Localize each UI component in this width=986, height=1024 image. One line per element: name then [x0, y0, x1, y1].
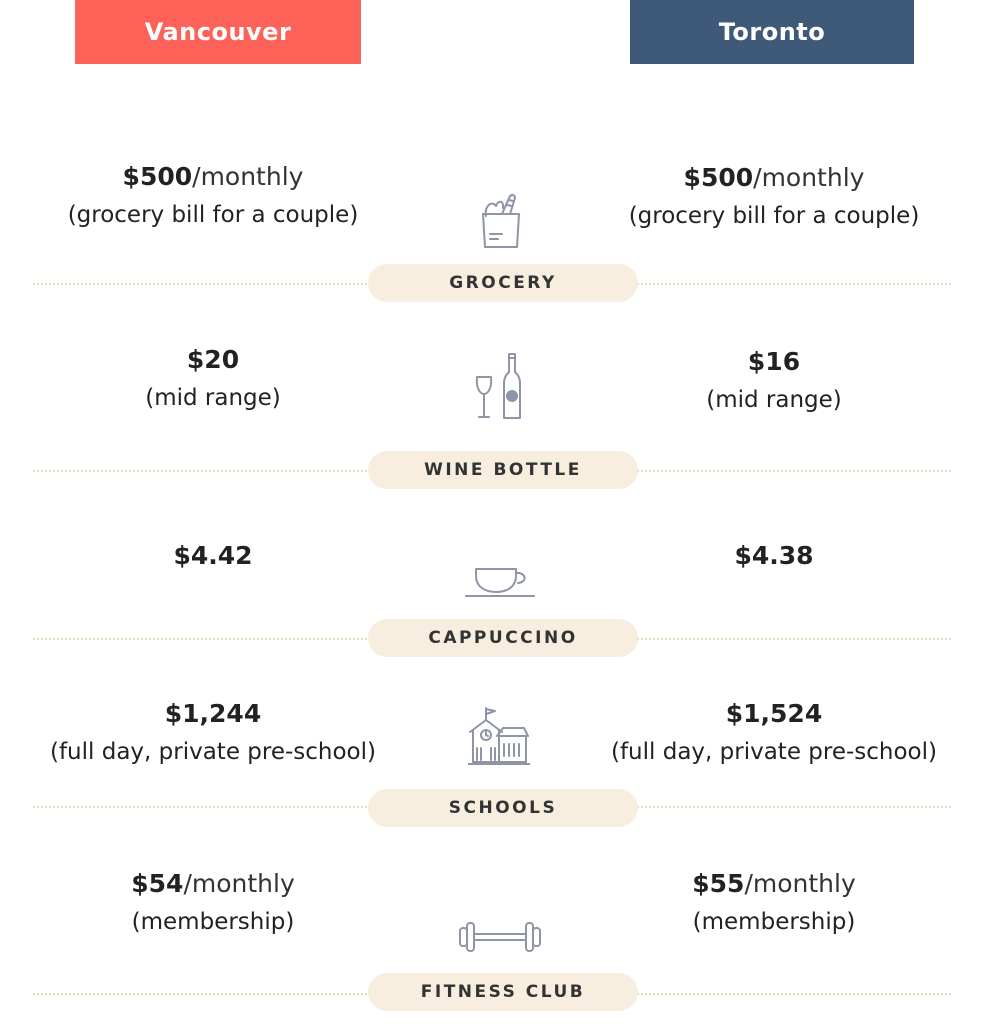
toronto-header: Toronto — [630, 0, 914, 64]
grocery-bag-icon — [478, 192, 524, 250]
unit: /monthly — [183, 869, 295, 898]
school-building-icon — [468, 706, 530, 768]
note: (grocery bill for a couple) — [628, 203, 920, 229]
vancouver-schools-value — [33, 695, 393, 771]
note: (full day, private pre-school) — [49, 739, 376, 765]
note: (mid range) — [706, 387, 842, 413]
note: (membership) — [692, 909, 856, 935]
vancouver-fitness-value — [33, 865, 393, 941]
amount: $4.42 — [173, 541, 253, 570]
vancouver-header: Vancouver — [75, 0, 361, 64]
toronto-cappuccino-value — [594, 537, 954, 575]
wine-bottle-icon — [474, 352, 528, 422]
amount: $54 — [131, 869, 184, 898]
vancouver-wine-value — [33, 341, 393, 417]
amount: $500 — [683, 163, 754, 192]
unit: /monthly — [753, 163, 865, 192]
amount: $1,244 — [164, 699, 262, 728]
category-label-wine-bottle: WINE BOTTLE — [368, 451, 638, 489]
unit: /monthly — [192, 162, 304, 191]
note: (grocery bill for a couple) — [67, 202, 359, 228]
toronto-wine-value — [594, 343, 954, 419]
vancouver-cappuccino-value — [33, 537, 393, 575]
note: (membership) — [131, 909, 295, 935]
category-label-schools: SCHOOLS — [368, 789, 638, 827]
vancouver-grocery-value — [33, 158, 393, 234]
amount: $20 — [186, 345, 240, 374]
amount: $4.38 — [734, 541, 814, 570]
dumbbell-icon — [457, 919, 543, 955]
amount: $16 — [747, 347, 801, 376]
toronto-fitness-value — [594, 865, 954, 941]
category-label-cappuccino: CAPPUCCINO — [368, 619, 638, 657]
amount: $1,524 — [725, 699, 823, 728]
category-label-fitness-club: FITNESS CLUB — [368, 973, 638, 1011]
note: (mid range) — [145, 385, 281, 411]
category-label-grocery: GROCERY — [368, 264, 638, 302]
amount: $55 — [692, 869, 745, 898]
unit: /monthly — [744, 869, 856, 898]
note: (full day, private pre-school) — [610, 739, 937, 765]
amount: $500 — [122, 162, 193, 191]
toronto-grocery-value — [594, 159, 954, 235]
coffee-cup-icon — [464, 564, 536, 600]
toronto-schools-value — [594, 695, 954, 771]
